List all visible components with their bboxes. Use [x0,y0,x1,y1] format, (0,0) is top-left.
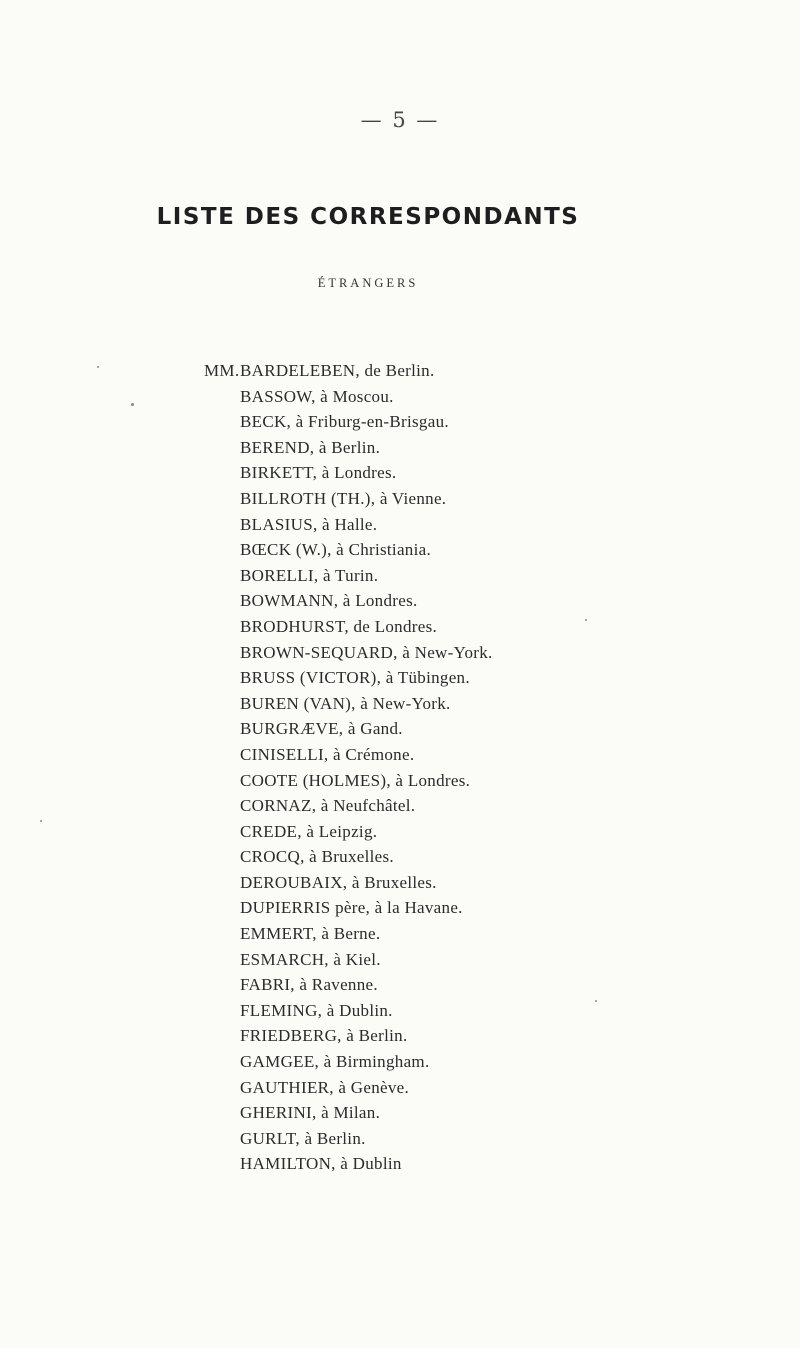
list-item [204,972,493,998]
list-item [204,358,493,384]
correspondent-entry: BRUSS (VICTOR), à Tübingen. [240,668,470,688]
list-item [204,409,493,435]
paper-speck [595,1000,597,1002]
paper-speck [585,619,587,621]
correspondent-entry: BECK, à Friburg-en-Brisgau. [240,412,449,432]
list-item [204,742,493,768]
list-item [204,1100,493,1126]
correspondent-entry: FABRI, à Ravenne. [240,975,378,995]
paper-speck [97,366,99,368]
correspondent-entry: DUPIERRIS père, à la Havane. [240,898,463,918]
list-item [204,768,493,794]
list-item [204,844,493,870]
correspondent-entry: BLASIUS, à Halle. [240,514,378,534]
correspondent-entry: HAMILTON, à Dublin [240,1154,402,1174]
correspondent-entry: BASSOW, à Moscou. [240,386,394,406]
correspondent-entry: ESMARCH, à Kiel. [240,949,381,969]
correspondent-entry: FLEMING, à Dublin. [240,1000,393,1020]
list-prefix: MM. [204,361,240,380]
list-item [204,1049,493,1075]
list-item [204,1075,493,1101]
list-item [204,870,493,896]
correspondent-entry: CORNAZ, à Neufchâtel. [240,796,416,816]
page-title: LISTE DES CORRESPONDANTS [156,204,580,230]
correspondent-entry: CINISELLI, à Crémone. [240,744,415,764]
correspondent-entry: GAMGEE, à Birmingham. [240,1052,430,1072]
correspondent-entry: GHERINI, à Milan. [240,1103,381,1123]
paper-speck [40,820,42,822]
list-item [204,512,493,538]
list-item [204,384,493,410]
correspondent-entry: BEREND, à Berlin. [240,437,381,457]
correspondent-entry: FRIEDBERG, à Berlin. [240,1026,408,1046]
list-item [204,588,493,614]
correspondent-entry: GURLT, à Berlin. [240,1128,366,1148]
list-item [204,640,493,666]
list-item [204,460,493,486]
correspondent-entry: BUREN (VAN), à New-York. [240,693,451,713]
list-item [204,1126,493,1152]
correspondent-entry: BROWN-SEQUARD, à New-York. [240,642,493,662]
correspondent-entry: BŒCK (W.), à Christiania. [240,540,432,560]
list-item [204,793,493,819]
list-item [204,895,493,921]
correspondent-entry: COOTE (HOLMES), à Londres. [240,770,471,790]
correspondent-entry: BARDELEBEN, de Berlin. [240,361,435,380]
list-item [204,947,493,973]
correspondent-entry: DEROUBAIX, à Bruxelles. [240,872,437,892]
list-item [204,691,493,717]
list-item [204,614,493,640]
list-item [204,486,493,512]
paper-speck [131,403,134,406]
correspondent-entry: CREDE, à Leipzig. [240,821,378,841]
correspondent-entry: EMMERT, à Berne. [240,924,381,944]
list-item [204,1023,493,1049]
correspondent-entry: BILLROTH (TH.), à Vienne. [240,488,447,508]
list-item [204,563,493,589]
correspondent-entry: BURGRÆVE, à Gand. [240,719,403,739]
page-number: — 5 — [360,108,440,132]
section-subtitle: ÉTRANGERS [317,276,419,290]
list-item [204,665,493,691]
correspondent-entry: CROCQ, à Bruxelles. [240,847,394,867]
list-item [204,998,493,1024]
correspondent-entry: BORELLI, à Turin. [240,565,379,585]
correspondent-entry: BRODHURST, de Londres. [240,616,438,636]
list-item [204,819,493,845]
list-item [204,537,493,563]
correspondent-entry: GAUTHIER, à Genève. [240,1077,410,1097]
correspondent-entry: BOWMANN, à Londres. [240,591,418,611]
correspondents-list [204,358,493,1177]
correspondent-entry: BIRKETT, à Londres. [240,463,397,483]
list-item [204,435,493,461]
list-item [204,716,493,742]
list-item [204,1151,493,1177]
list-item [204,921,493,947]
